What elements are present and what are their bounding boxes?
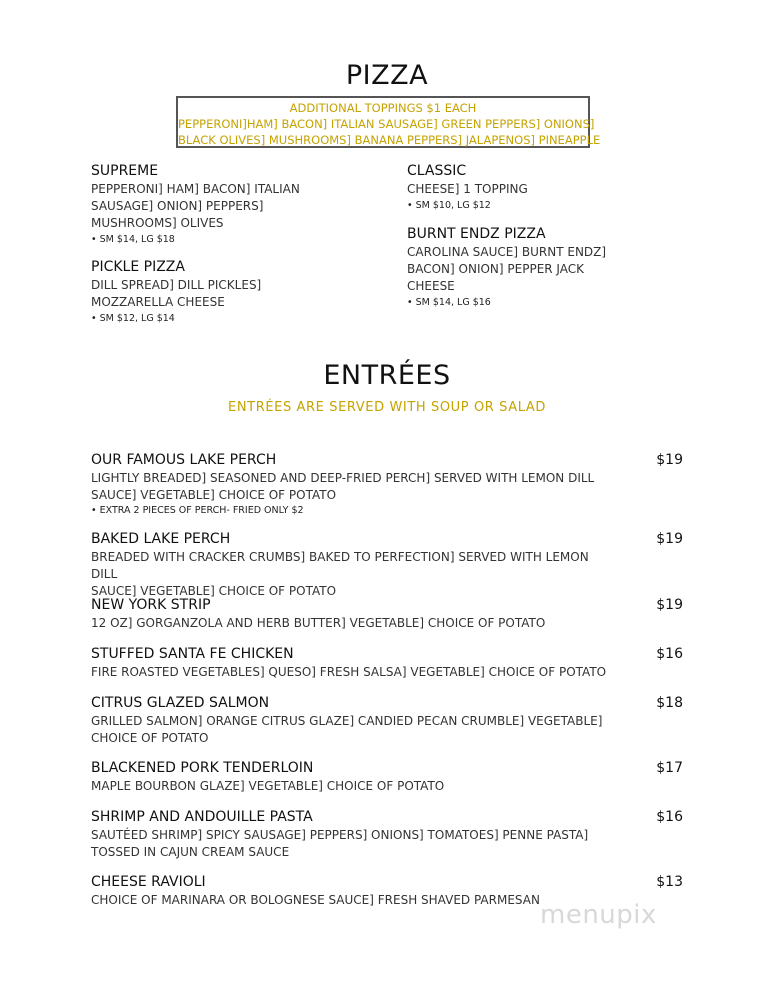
entrees-section-title: ENTRÉES xyxy=(323,360,451,391)
menupix-watermark: menupix xyxy=(540,900,657,930)
pizza-desc-line: BACON] ONION] PEPPER JACK xyxy=(407,262,585,276)
entree-item-baked-perch xyxy=(91,530,683,600)
pizza-name: PICKLE PIZZA xyxy=(91,259,185,275)
entree-desc-line: GRILLED SALMON] ORANGE CITRUS GLAZE] CANDIED PECAN CRUMBLE] VEGETABLE] xyxy=(91,714,603,728)
entree-desc-line: MAPLE BOURBON GLAZE] VEGETABLE] CHOICE OF POTATO xyxy=(91,779,445,793)
pizza-desc-line: MOZZARELLA CHEESE xyxy=(91,295,225,309)
entree-item-new-york-strip xyxy=(91,596,683,632)
pizza-price: • SM $14, LG $18 xyxy=(91,234,175,245)
entree-name: BAKED LAKE PERCH xyxy=(91,531,231,547)
entree-price: $19 xyxy=(656,597,683,613)
pizza-item-burnt-endz xyxy=(407,225,697,310)
pizza-price: • SM $10, LG $12 xyxy=(407,200,491,211)
pizza-section-title: PIZZA xyxy=(345,60,429,91)
pizza-price: • SM $14, LG $16 xyxy=(407,297,491,308)
entree-desc-line: TOSSED IN CAJUN CREAM SAUCE xyxy=(91,845,290,859)
entree-price: $16 xyxy=(656,809,683,825)
entree-desc-line: SAUCE] VEGETABLE] CHOICE OF POTATO xyxy=(91,584,337,598)
pizza-name: BURNT ENDZ PIZZA xyxy=(407,226,546,242)
pizza-item-classic xyxy=(407,162,697,213)
entree-name: STUFFED SANTA FE CHICKEN xyxy=(91,646,294,662)
entree-desc-line: FIRE ROASTED VEGETABLES] QUESO] FRESH SALSA] VEGETABLE] CHOICE OF POTATO xyxy=(91,665,607,679)
pizza-desc-line: PEPPERONI] HAM] BACON] ITALIAN xyxy=(91,182,300,196)
entree-desc-line: LIGHTLY BREADED] SEASONED AND DEEP-FRIED PERCH] SERVED WITH LEMON DILL xyxy=(91,471,595,485)
pizza-desc-line: CHEESE xyxy=(407,279,455,293)
entree-price: $13 xyxy=(656,874,683,890)
pizza-name: CLASSIC xyxy=(407,163,467,179)
pizza-item-supreme xyxy=(91,162,381,247)
entree-item-citrus-salmon xyxy=(91,694,683,747)
toppings-heading: ADDITIONAL TOPPINGS $1 EACH xyxy=(289,101,477,115)
entree-name: CHEESE RAVIOLI xyxy=(91,874,206,890)
pizza-desc-line: CHEESE] 1 TOPPING xyxy=(407,182,528,196)
pizza-item-pickle xyxy=(91,258,381,326)
entree-price: $16 xyxy=(656,646,683,662)
entrees-subtitle: ENTRÉES ARE SERVED WITH SOUP OR SALAD xyxy=(228,400,546,415)
entree-price: $18 xyxy=(656,695,683,711)
entree-name: CITRUS GLAZED SALMON xyxy=(91,695,270,711)
toppings-list-line-1: PEPPERONI]HAM] BACON] ITALIAN SAUSAGE] GREEN PEPPERS] ONIONS] xyxy=(178,117,595,131)
entree-desc-line: SAUTÉED SHRIMP] SPICY SAUSAGE] PEPPERS] ONIONS] TOMATOES] PENNE PASTA] xyxy=(91,828,589,842)
entree-name: OUR FAMOUS LAKE PERCH xyxy=(91,452,277,468)
entree-desc-line: CHOICE OF POTATO xyxy=(91,731,209,745)
entree-name: BLACKENED PORK TENDERLOIN xyxy=(91,760,314,776)
entree-item-pork-tenderloin xyxy=(91,759,683,795)
pizza-name: SUPREME xyxy=(91,163,159,179)
pizza-price: • SM $12, LG $14 xyxy=(91,313,175,324)
entree-item-lake-perch xyxy=(91,451,683,518)
entree-name: SHRIMP AND ANDOUILLE PASTA xyxy=(91,809,313,825)
pizza-desc-line: SAUSAGE] ONION] PEPPERS] xyxy=(91,199,264,213)
additional-toppings-box xyxy=(176,96,601,148)
entree-price: $19 xyxy=(656,452,683,468)
entree-item-santa-fe-chicken xyxy=(91,645,683,681)
entree-name: NEW YORK STRIP xyxy=(91,597,211,613)
pizza-desc-line: CAROLINA SAUCE] BURNT ENDZ] xyxy=(407,245,607,259)
toppings-list-line-2: BLACK OLIVES] MUSHROOMS] BANANA PEPPERS] JALAPENOS] PINEAPPLE xyxy=(178,133,601,147)
entree-price: $17 xyxy=(656,760,683,776)
entree-desc-line: 12 OZ] GORGANZOLA AND HERB BUTTER] VEGETABLE] CHOICE OF POTATO xyxy=(91,616,546,630)
entree-extra-note: • EXTRA 2 PIECES OF PERCH- FRIED ONLY $2 xyxy=(91,505,304,516)
entree-desc-line: SAUCE] VEGETABLE] CHOICE OF POTATO xyxy=(91,488,337,502)
entree-item-shrimp-pasta xyxy=(91,808,683,861)
pizza-desc-line: MUSHROOMS] OLIVES xyxy=(91,216,224,230)
entree-desc-line: BREADED WITH CRACKER CRUMBS] BAKED TO PERFECTION] SERVED WITH LEMON DILL xyxy=(91,550,589,581)
entree-price: $19 xyxy=(656,531,683,547)
entree-desc-line: CHOICE OF MARINARA OR BOLOGNESE SAUCE] FRESH SHAVED PARMESAN xyxy=(91,893,540,907)
pizza-desc-line: DILL SPREAD] DILL PICKLES] xyxy=(91,278,262,292)
